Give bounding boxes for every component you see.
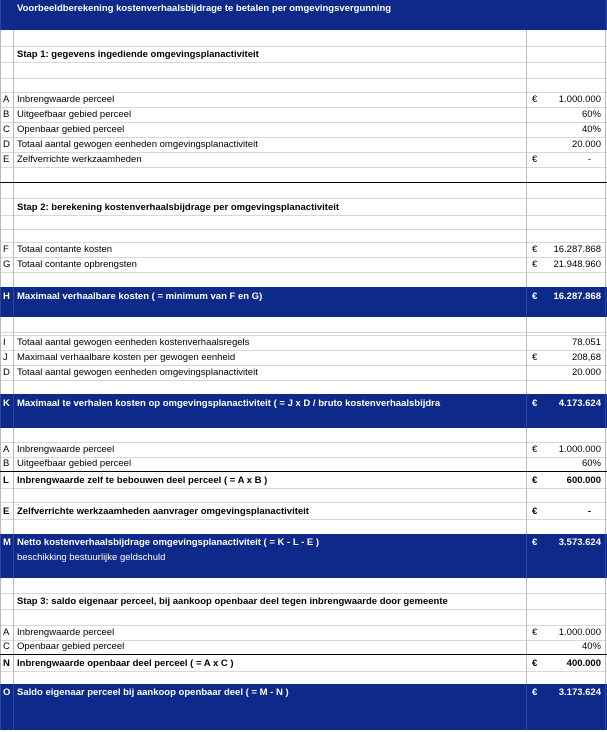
- blank-row: [0, 428, 607, 443]
- row-label: Uitgeefbaar gebied perceel: [17, 109, 132, 120]
- row-value: 1.000.000: [558, 444, 601, 455]
- euro-sign: €: [532, 94, 538, 105]
- table-row: [0, 442, 607, 458]
- blank-row: [0, 272, 607, 288]
- row-label: Inbrengwaarde perceel: [17, 444, 115, 455]
- row-letter: O: [3, 687, 11, 698]
- euro-sign: €: [532, 475, 538, 486]
- euro-sign: €: [532, 352, 538, 363]
- row-value: 78.051: [571, 337, 601, 348]
- table-row: [0, 137, 607, 153]
- row-value: 60%: [581, 109, 601, 120]
- row-value: 40%: [581, 124, 601, 135]
- blank-row: [0, 578, 607, 594]
- row-letter: F: [3, 244, 9, 255]
- row-value: 208,68: [571, 352, 601, 363]
- euro-sign: €: [532, 244, 538, 255]
- euro-sign: €: [532, 154, 538, 165]
- row-label: Openbaar gebied perceel: [17, 124, 125, 135]
- row-label: Inbrengwaarde perceel: [17, 94, 115, 105]
- step3-heading: Stap 3: saldo eigenaar perceel, bij aankoop openbaar deel tegen inbrengwaarde door gemeente: [17, 596, 448, 607]
- row-value: 1.000.000: [558, 627, 601, 638]
- row-label: Maximaal verhaalbare kosten per gewogen eenheid: [17, 352, 236, 363]
- row-label: Zelfverrichte werkzaamheden aanvrager omgevingsplanactiviteit: [17, 506, 309, 517]
- row-label: Zelfverrichte werkzaamheden: [17, 154, 142, 165]
- step3-heading-row: [0, 593, 607, 610]
- euro-sign: €: [532, 444, 538, 455]
- row-sublabel: beschikking bestuurlijke geldschuld: [17, 552, 166, 563]
- table-row: [0, 107, 607, 123]
- euro-sign: €: [532, 259, 538, 270]
- euro-sign: €: [532, 398, 538, 409]
- row-label: Maximaal te verhalen kosten op omgevingsplanactiviteit ( = J x D / bruto kostenverhaalsbijdra: [17, 398, 441, 409]
- euro-sign: €: [532, 627, 538, 638]
- row-label: Totaal contante opbrengsten: [17, 259, 137, 270]
- row-letter: G: [3, 259, 11, 270]
- row-letter: K: [3, 398, 10, 409]
- row-label: Totaal aantal gewogen eenheden omgevingsplanactiviteit: [17, 139, 258, 150]
- euro-sign: €: [532, 506, 538, 517]
- row-letter: L: [3, 475, 9, 486]
- row-letter: C: [3, 641, 10, 652]
- total-row-o: [0, 684, 607, 730]
- row-letter: E: [3, 506, 10, 517]
- step2-heading-row: [0, 198, 607, 216]
- table-row: [0, 92, 607, 108]
- row-letter: N: [3, 658, 10, 669]
- blank-row: [0, 30, 607, 47]
- row-value: 400.000: [566, 658, 601, 669]
- blank-row: [0, 609, 607, 626]
- blank-row: [0, 183, 607, 199]
- row-label: Maximaal verhaalbare kosten ( = minimum van F en G): [17, 291, 263, 302]
- row-label: Saldo eigenaar perceel bij aankoop openbaar deel ( = M - N ): [17, 687, 289, 698]
- blank-row: [0, 317, 607, 333]
- row-value: -: [587, 506, 591, 517]
- table-row: [0, 257, 607, 273]
- row-value: 3.173.624: [558, 687, 601, 698]
- table-row: [0, 365, 607, 381]
- row-label: Netto kostenverhaalsbijdrage omgevingsplanactiviteit ( = K - L - E ): [17, 537, 320, 548]
- table-row: [0, 242, 607, 258]
- euro-sign: €: [532, 687, 538, 698]
- row-value: 40%: [581, 641, 601, 652]
- row-letter: D: [3, 367, 10, 378]
- table-row: [0, 350, 607, 366]
- total-row-m: [0, 534, 607, 578]
- row-letter: H: [3, 291, 10, 302]
- step1-heading-row: [0, 46, 607, 63]
- blank-row: [0, 519, 607, 535]
- row-letter: D: [3, 139, 10, 150]
- row-letter: C: [3, 124, 10, 135]
- row-label: Totaal aantal gewogen eenheden kostenverhaalsregels: [17, 337, 250, 348]
- row-value: 4.173.624: [558, 398, 601, 409]
- table-row: [0, 457, 607, 472]
- step1-heading: Stap 1: gegevens ingediende omgevingsplanactiviteit: [17, 49, 259, 60]
- table-row-e: [0, 502, 607, 520]
- row-label: Totaal aantal gewogen eenheden omgevingsplanactiviteit: [17, 367, 258, 378]
- euro-sign: €: [532, 658, 538, 669]
- table-row: [0, 625, 607, 641]
- row-letter: A: [3, 94, 10, 105]
- row-value: 600.000: [566, 475, 601, 486]
- row-label: Inbrengwaarde perceel: [17, 627, 115, 638]
- blank-row: [0, 167, 607, 183]
- row-label: Inbrengwaarde zelf te bebouwen deel perceel ( = A x B ): [17, 475, 268, 486]
- total-row-k: [0, 394, 607, 428]
- row-value: 60%: [581, 458, 601, 469]
- table-row: [0, 335, 607, 351]
- euro-sign: €: [532, 291, 538, 302]
- table-row: [0, 152, 607, 168]
- sheet-title: Voorbeeldberekening kostenverhaalsbijdrage te betalen per omgevingsvergunning: [17, 3, 392, 14]
- row-letter: A: [3, 444, 10, 455]
- row-value: 16.287.868: [553, 244, 601, 255]
- blank-row: [0, 487, 607, 503]
- blank-row: [0, 380, 607, 395]
- blank-row: [0, 215, 607, 230]
- row-letter: A: [3, 627, 10, 638]
- euro-sign: €: [532, 537, 538, 548]
- row-label: Inbrengwaarde openbaar deel perceel ( = A x C ): [17, 658, 234, 669]
- row-letter: B: [3, 458, 10, 469]
- blank-row: [0, 229, 607, 243]
- row-value: 20.000: [571, 367, 601, 378]
- row-label: Uitgeefbaar gebied perceel: [17, 458, 132, 469]
- blank-row: [0, 78, 607, 93]
- row-value: 3.573.624: [558, 537, 601, 548]
- row-value: 1.000.000: [558, 94, 601, 105]
- blank-row: [0, 62, 607, 79]
- row-letter: B: [3, 109, 10, 120]
- row-letter: I: [3, 337, 6, 348]
- row-value: -: [587, 154, 591, 165]
- row-value: 20.000: [571, 139, 601, 150]
- title-row: [0, 0, 607, 30]
- table-row: [0, 640, 607, 655]
- row-label: Totaal contante kosten: [17, 244, 113, 255]
- row-letter: E: [3, 154, 10, 165]
- row-letter: M: [3, 537, 11, 548]
- table-row: [0, 122, 607, 138]
- row-value: 21.948.960: [553, 259, 601, 270]
- blank-row: [0, 670, 607, 685]
- row-value: 16.287.868: [553, 291, 601, 302]
- step2-heading: Stap 2: berekening kostenverhaalsbijdrage per omgevingsplanactiviteit: [17, 202, 340, 213]
- row-label: Openbaar gebied perceel: [17, 641, 125, 652]
- total-row-h: [0, 287, 607, 317]
- row-letter: J: [3, 352, 8, 363]
